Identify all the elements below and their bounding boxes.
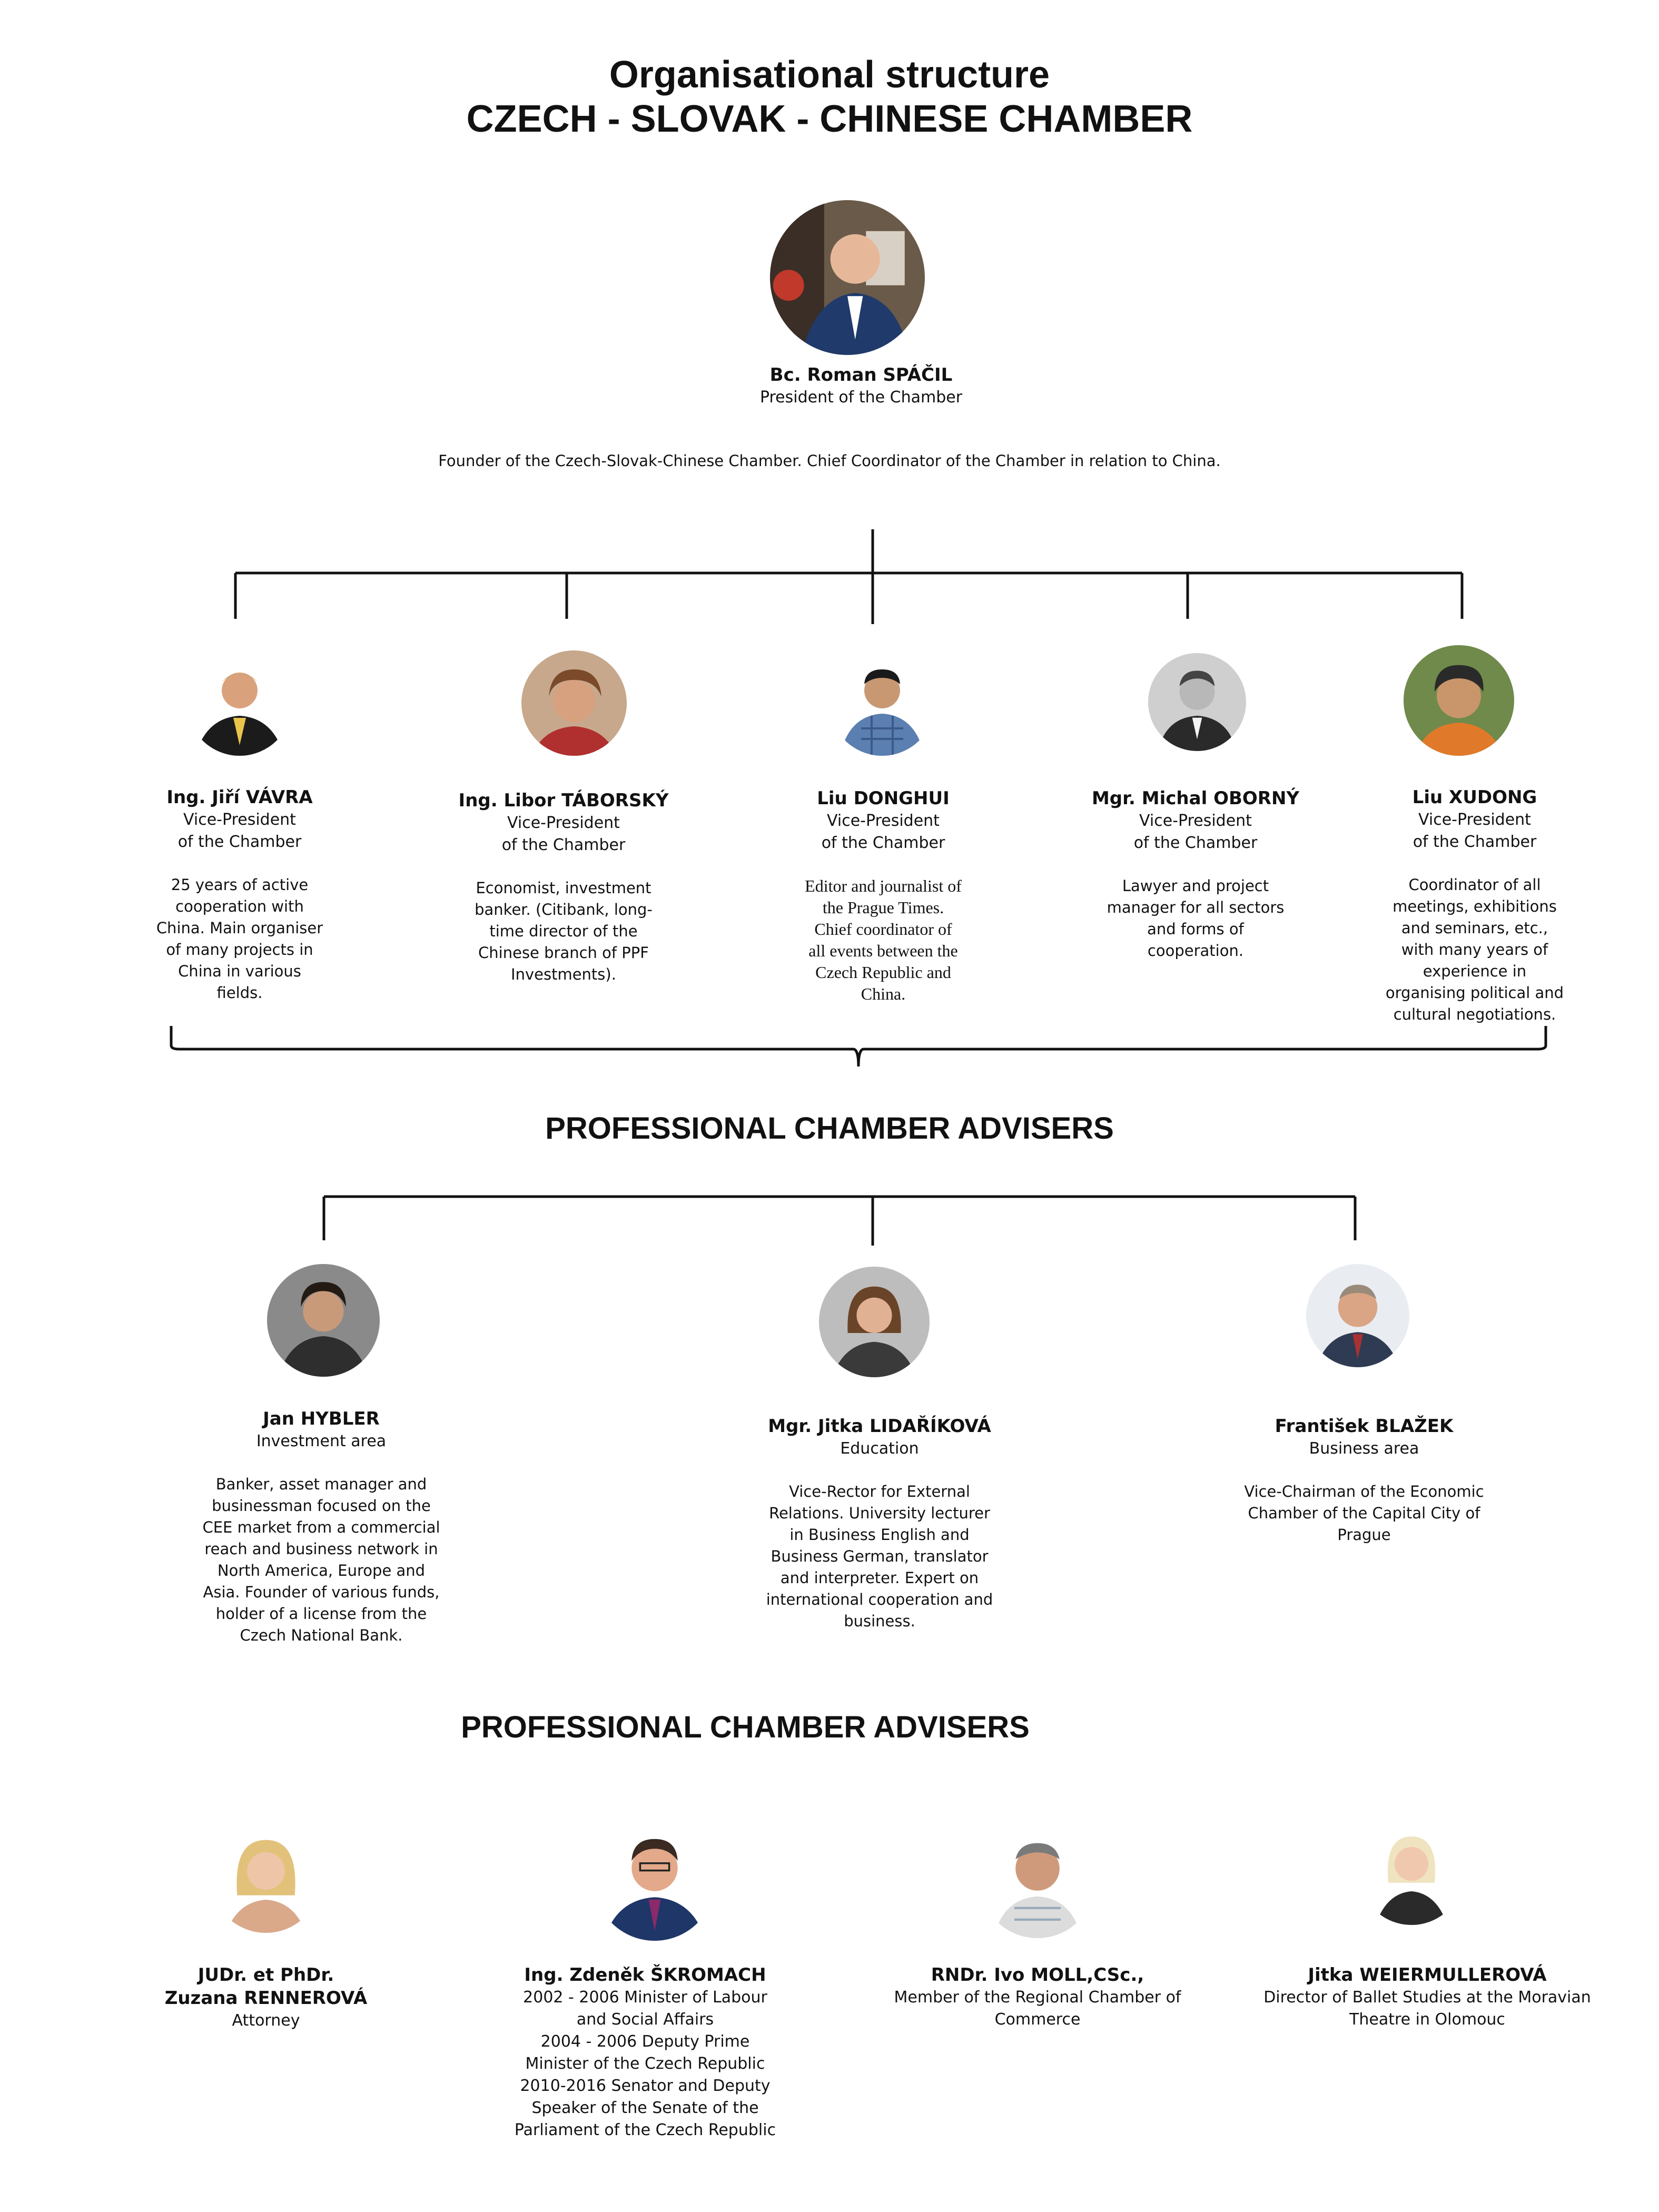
adviser-name-lidarikova: Mgr. Jitka LIDAŘÍKOVÁ — [768, 1416, 991, 1437]
vp-role-4: Vice-President of the Chamber — [1133, 812, 1258, 852]
adviser-avatar-lidarikova — [819, 1267, 930, 1377]
adviser-description-hybler: Banker, asset manager and businessman focused on the CEE market from a commercial reach and business network in North America, Europe and Asia. Founder of various funds, holder of a license from the Czech National Bank. — [202, 1475, 440, 1644]
adviser-role-lidarikova: Education — [840, 1439, 919, 1458]
adviser-name-skromach: Ing. Zdeněk ŠKROMACH — [524, 1964, 766, 1986]
vp-avatar-2 — [521, 650, 627, 756]
president-role: President of the Chamber — [759, 388, 963, 407]
vp-role-5: Vice-President of the Chamber — [1413, 811, 1537, 851]
president-description: Founder of the Czech-Slovak-Chinese Chamber. Chief Coordinator of the Chamber in relation to China. — [438, 452, 1221, 470]
adviser-role-blazek: Business area — [1309, 1439, 1419, 1458]
vp-description-3: Editor and journalist of the Prague Times. Chief coordinator of all events between the Czech Republic and China. — [805, 876, 962, 1003]
vp-avatar-3 — [829, 650, 935, 756]
vp-brace — [171, 1026, 1546, 1066]
advisers-section-1-title: PROFESSIONAL CHAMBER ADVISERS — [545, 1111, 1114, 1146]
vp-role-2: Vice-President of the Chamber — [501, 814, 626, 854]
vp-avatar-5 — [1404, 645, 1514, 756]
vp-description-1: 25 years of active cooperation with China. Main organiser of many projects in China in various fields. — [156, 876, 323, 1002]
vp-role-3: Vice-President of the Chamber — [821, 812, 945, 852]
adviser-avatar-weiermullerova — [1359, 1820, 1464, 1925]
adviser-avatar-skromach — [594, 1820, 715, 1941]
vp-description-2: Economist, investment banker. (Citibank, long- time director of the Chinese branch of PPF Investments). — [475, 879, 653, 983]
vp-role-1: Vice-President of the Chamber — [177, 811, 302, 851]
vp-description-4: Lawyer and project manager for all sectors and forms of cooperation. — [1107, 877, 1285, 960]
vp-avatar-4 — [1148, 653, 1246, 751]
president-avatar — [770, 200, 925, 355]
adviser-role-weiermullerova: Director of Ballet Studies at the Moravian Theatre in Olomouc — [1263, 1988, 1591, 2029]
adviser-name-moll: RNDr. Ivo MOLL,CSc., — [931, 1964, 1144, 1986]
president-name: Bc. Roman SPÁČIL — [769, 364, 953, 386]
adviser-avatar-hybler — [267, 1264, 380, 1377]
adviser-avatar-blazek — [1306, 1264, 1409, 1367]
vp-name-1: Ing. Jiří VÁVRA — [166, 787, 313, 808]
vp-description-5: Coordinator of all meetings, exhibitions and seminars, etc., with many years of experience in organising political and cultural negotiations. — [1385, 876, 1564, 1023]
page-subtitle: CZECH - SLOVAK - CHINESE CHAMBER — [466, 98, 1193, 140]
adviser-name-blazek: František BLAŽEK — [1275, 1416, 1454, 1437]
adviser-description-blazek: Vice-Chairman of the Economic Chamber of the Capital City of Prague — [1244, 1483, 1484, 1544]
advisers-section-2-title: PROFESSIONAL CHAMBER ADVISERS — [461, 1710, 1030, 1744]
adviser-role-moll: Member of the Regional Chamber of Commerce — [894, 1988, 1181, 2029]
adviser-description-lidarikova: Vice-Rector for External Relations. University lecturer in Business English and Business German, translator and interpreter. Expert on international cooperation and business. — [766, 1483, 993, 1630]
adviser-avatar-rennerova — [211, 1822, 321, 1933]
adviser-role-skromach: 2002 - 2006 Minister of Labour and Social Affairs 2004 - 2006 Deputy Prime Minister of the Czech Republic 2010-2016 Senator and Deputy Speaker of the Senate of the Parliament of the Czech Republic — [514, 1988, 776, 2139]
adviser-role-rennerova: Attorney — [232, 2011, 300, 2030]
vp-name-5: Liu XUDONG — [1412, 787, 1537, 808]
vp-name-3: Liu DONGHUI — [817, 788, 950, 809]
adviser-role-hybler: Investment area — [256, 1432, 387, 1450]
vp-avatar-1 — [187, 650, 292, 756]
vp-name-2: Ing. Libor TÁBORSKÝ — [458, 790, 669, 811]
adviser-name-rennerova: JUDr. et PhDr. Zuzana RENNEROVÁ — [164, 1964, 368, 2009]
adviser-name-hybler: Jan HYBLER — [263, 1408, 380, 1429]
adviser-avatar-moll — [980, 1822, 1095, 1938]
page-title: Organisational structure — [609, 54, 1050, 96]
adviser-name-weiermullerova: Jitka WEIERMULLEROVÁ — [1308, 1964, 1547, 1986]
vp-name-4: Mgr. Michal OBORNÝ — [1091, 788, 1300, 809]
